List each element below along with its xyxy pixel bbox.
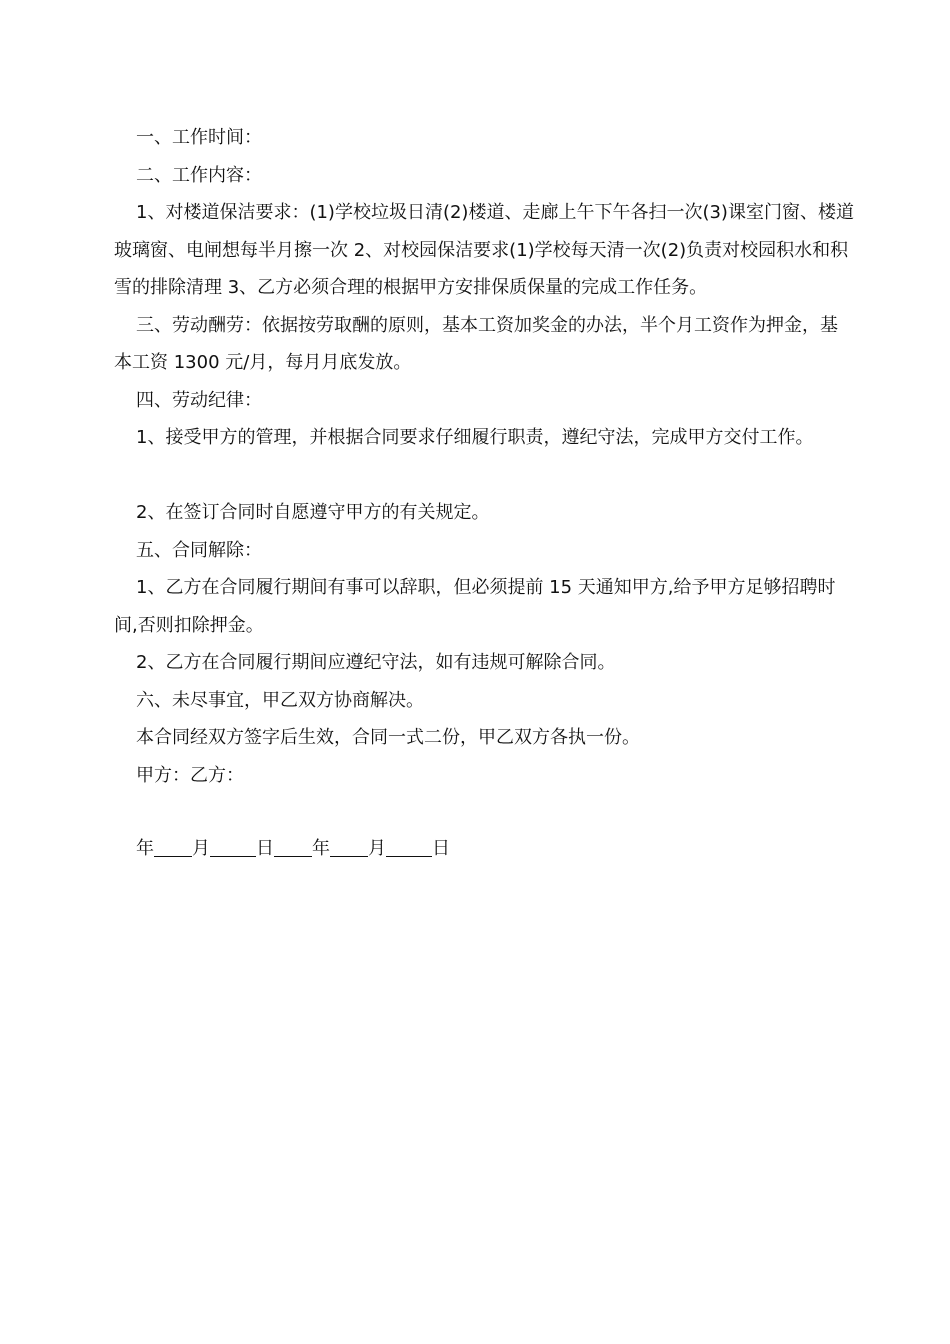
discipline-item-1: 1、接受甲方的管理，并根据合同要求仔细履行职责，遵纪守法，完成甲方交付工作。: [136, 427, 814, 448]
date-line: [114, 830, 854, 868]
termination-item-1: 1、乙方在合同履行期间有事可以辞职，但必须提前 15 天通知甲方,给予甲方足够招聘时间,否则扣除押金。: [114, 577, 836, 636]
year-label-2: 年: [312, 838, 330, 859]
spacer: [114, 794, 854, 830]
section-work-content: 二、工作内容：: [136, 164, 262, 186]
section-remuneration: 三、劳动酬劳：依据按劳取酬的原则，基本工资加奖金的办法，半个月工资作为押金，基本工资 1300 元/月，每月月底发放。: [114, 314, 838, 373]
signature-parties: 甲方：乙方：: [136, 764, 244, 786]
contract-body: [114, 119, 854, 868]
spacer: [114, 457, 854, 495]
day-label-2: 日: [432, 838, 450, 859]
month-blank-1: [154, 836, 192, 857]
section-termination: 五、合同解除：: [136, 539, 262, 561]
section-other-matters: 六、未尽事宜，甲乙双方协商解决。: [136, 689, 424, 711]
month-label-1: 月: [192, 838, 210, 859]
day-label-1: 日: [256, 838, 274, 859]
section-discipline: 四、劳动纪律：: [136, 389, 262, 411]
effective-clause: 本合同经双方签字后生效，合同一式二份，甲乙双方各执一份。: [136, 727, 640, 748]
section-work-time: 一、工作时间：: [136, 127, 262, 148]
month-label-2: 月: [368, 838, 386, 859]
day-blank-2: [386, 836, 432, 857]
termination-item-2: 2、乙方在合同履行期间应遵纪守法，如有违规可解除合同。: [136, 652, 616, 673]
discipline-item-2: 2、在签订合同时自愿遵守甲方的有关规定。: [136, 502, 490, 523]
year-blank-2: [274, 836, 312, 857]
month-blank-2: [330, 836, 368, 857]
day-blank-1: [210, 836, 256, 857]
cleaning-requirements: 1、对楼道保洁要求：(1)学校垃圾日清(2)楼道、走廊上午下午各扫一次(3)课室门窗、楼道玻璃窗、电闸想每半月擦一次 2、对校园保洁要求(1)学校每天清一次(2)负责对校园积水和积雪的排除清理 3、乙方必须合理的根据甲方安排保质保量的完成工作任务。: [114, 202, 854, 298]
year-label-1: 年: [136, 838, 154, 859]
